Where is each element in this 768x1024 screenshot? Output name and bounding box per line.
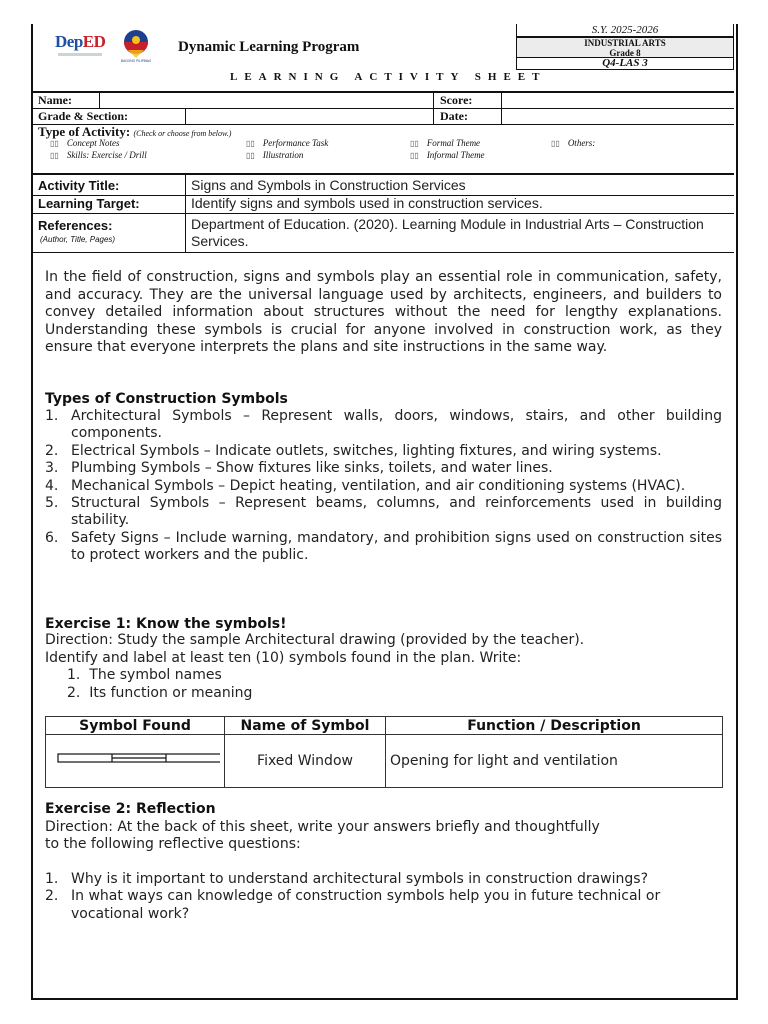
grade-section-row — [33, 109, 734, 125]
list-item: 3. Plumbing Symbols – Show fixtures like sinks, toilets, and water lines. — [45, 460, 553, 477]
name-field[interactable] — [100, 93, 468, 108]
reflection-questions — [45, 871, 685, 923]
type-label: Type of Activity: — [38, 124, 131, 139]
fixed-window-symbol-icon — [50, 749, 220, 769]
symbol-found-header: Symbol Found — [46, 717, 225, 735]
school-year: S.Y. 2025-2026 — [516, 24, 734, 37]
option-concept-notes[interactable]: ▯▯ Concept Notes — [50, 138, 120, 148]
table-row — [46, 735, 723, 788]
option-others[interactable]: ▯▯ Others: — [551, 138, 596, 148]
exercise1-direction-2: Identify and label at least ten (10) symbols found in the plan. Write: — [45, 650, 522, 666]
references-label: References: — [38, 218, 113, 233]
svg-text:BAGONG PILIPINAS: BAGONG PILIPINAS — [120, 59, 152, 63]
list-item: 2. Electrical Symbols – Indicate outlets, switches, lighting fixtures, and wiring systems. — [45, 442, 662, 459]
program-title: Dynamic Learning Program — [178, 39, 360, 55]
school-year-box — [516, 24, 734, 68]
date-label: Date: — [440, 109, 468, 123]
references-note: (Author, Title, Pages) — [40, 235, 116, 244]
list-item: 6. Safety Signs – Include warning, mandatory, and prohibition signs used on construction sites to protect workers and the public. — [45, 529, 722, 564]
option-informal-theme[interactable]: ▯▯ Informal Theme — [410, 150, 485, 160]
exercise1-step-2: 2. Its function or meaning — [67, 685, 253, 701]
symbol-found-cell — [46, 735, 225, 788]
exercise2-direction-1: Direction: At the back of this sheet, write your answers briefly and thoughtfully — [45, 819, 600, 835]
types-list — [45, 408, 722, 565]
bagong-pilipinas-logo — [118, 28, 154, 64]
exercise1-step-1: 1. The symbol names — [67, 667, 222, 683]
score-label: Score: — [440, 93, 473, 107]
grade-section-field[interactable] — [186, 109, 432, 124]
symbol-name-header: Name of Symbol — [225, 717, 386, 735]
type-note: (Check or choose from below.) — [133, 129, 232, 138]
sheet-title: LEARNING ACTIVITY SHEET — [230, 71, 547, 83]
function-cell: Opening for light and ventilation — [386, 735, 723, 788]
exercise1-direction-1: Direction: Study the sample Architectural drawing (provided by the teacher). — [45, 632, 585, 648]
grade-section-label: Grade & Section: — [38, 109, 128, 123]
activity-title-label: Activity Title: — [38, 178, 120, 193]
option-formal-theme[interactable]: ▯▯ Formal Theme — [410, 138, 481, 148]
grade: Grade 8 — [609, 48, 641, 58]
option-skills[interactable]: ▯▯ Skills: Exercise / Drill — [50, 150, 147, 160]
function-header: Function / Description — [386, 717, 723, 735]
student-info-grid — [33, 91, 734, 123]
name-label: Name: — [38, 93, 72, 107]
date-field[interactable] — [502, 109, 732, 124]
name-row — [33, 93, 734, 109]
deped-logo-underline — [58, 53, 102, 56]
subject: INDUSTRIAL ARTS — [584, 38, 666, 48]
list-item: 1. Architectural Symbols – Represent walls, doors, windows, stairs, and other building components. — [45, 408, 722, 442]
activity-title-value: Signs and Symbols in Construction Services — [191, 177, 466, 193]
symbol-name-cell: Fixed Window — [225, 735, 386, 788]
learning-target-label: Learning Target: — [38, 196, 140, 211]
subject-grade-cell — [516, 37, 734, 58]
exercise1-heading: Exercise 1: Know the symbols! — [45, 616, 287, 632]
symbol-table — [45, 716, 723, 788]
intro-paragraph: In the field of construction, signs and symbols play an essential role in communication, safety, and accuracy. They are the universal language used by architects, engineers, and builders to convey detailed information about structures without the need for lengthy explanations. Understanding these symbols is crucial for anyone involved in construction work, as they ensure that everyone interprets the plans and site instructions in the same way. — [45, 269, 722, 356]
list-item: 5. Structural Symbols – Represent beams, columns, and reinforcements used in building stability. — [45, 495, 722, 529]
option-performance-task[interactable]: ▯▯ Performance Task — [246, 138, 329, 148]
deped-logo: DepED — [55, 32, 106, 51]
exercise2-heading: Exercise 2: Reflection — [45, 801, 216, 817]
list-item: 2. In what ways can knowledge of construction symbols help you in future technical or vocational work? — [45, 888, 661, 922]
activity-title-row — [33, 173, 734, 196]
references-row — [33, 214, 734, 253]
list-item: 1. Why is it important to understand architectural symbols in construction drawings? — [45, 871, 649, 887]
exercise2-direction-2: to the following reflective questions: — [45, 836, 301, 852]
references-value: Department of Education. (2020). Learning Module in Industrial Arts – Construction Services. — [191, 216, 704, 249]
learning-target-value: Identify signs and symbols used in construction services. — [191, 195, 543, 211]
las-code: Q4-LAS 3 — [516, 57, 734, 70]
learning-target-row — [33, 194, 734, 214]
types-heading: Types of Construction Symbols — [45, 391, 288, 407]
option-illustration[interactable]: ▯▯ Illustration — [246, 150, 304, 160]
list-item: 4. Mechanical Symbols – Depict heating, ventilation, and air conditioning systems (HVAC). — [45, 477, 686, 494]
score-field[interactable] — [502, 93, 732, 108]
